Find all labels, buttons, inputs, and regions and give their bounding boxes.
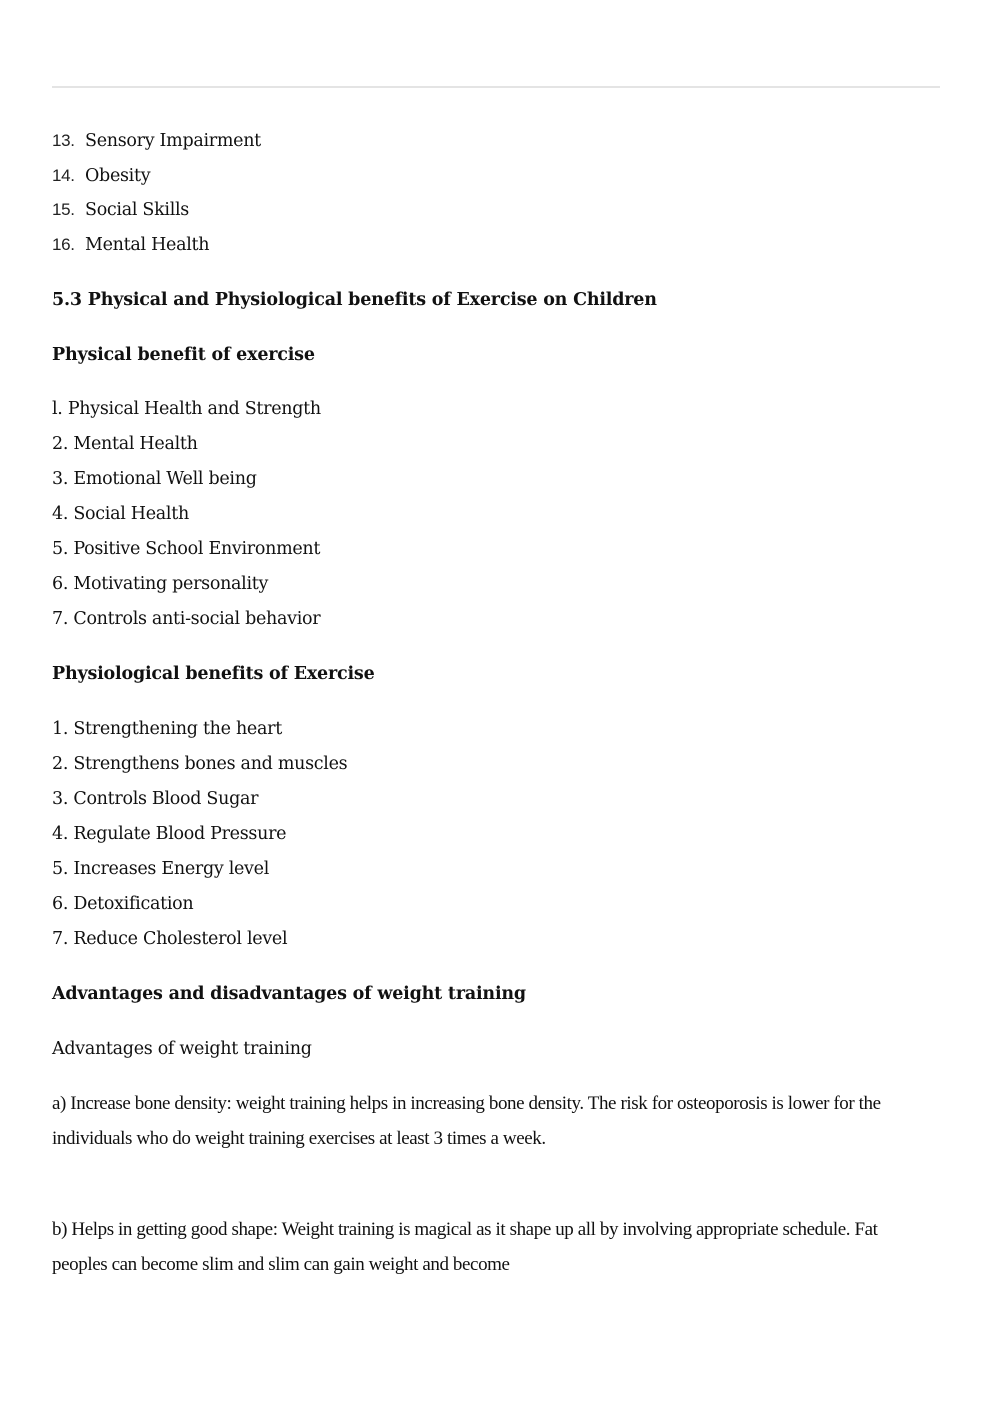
list-item [52,165,150,187]
list-text: Social Skills [85,200,189,220]
list-number: 14. [52,166,75,185]
list-item [52,234,209,256]
section-heading: 5.3 Physical and Physiological benefits of Exercise on Children [52,290,657,310]
list-item: 2. Strengthens bones and muscles [52,754,348,774]
list-item: 7. Reduce Cholesterol level [52,929,288,949]
list-item [52,199,189,221]
list-item: 2. Mental Health [52,434,198,454]
paragraph-good-shape: b) Helps in getting good shape: Weight training is magical as it shape up all by involving appropriate schedule. Fat peoples can become slim and slim can gain weight and become [52,1219,878,1275]
paragraph-bone-density: a) Increase bone density: weight training helps in increasing bone density. The risk for osteoporosis is lower for the individuals who do weight training exercises at least 3 times a week. [52,1093,881,1149]
list-item: 3. Controls Blood Sugar [52,789,259,809]
list-text: Sensory Impairment [85,131,261,151]
physical-benefits-heading: Physical benefit of exercise [52,345,315,365]
list-item: 1. Strengthening the heart [52,719,282,739]
list-item: l. Physical Health and Strength [52,399,321,419]
list-item: 5. Increases Energy level [52,859,269,879]
list-text: Mental Health [85,235,210,255]
advantages-subheading: Advantages of weight training [52,1039,312,1059]
weight-training-heading: Advantages and disadvantages of weight training [52,984,526,1004]
list-number: 13. [52,131,75,150]
list-item: 3. Emotional Well being [52,469,257,489]
list-item: 5. Positive School Environment [52,539,321,559]
list-number: 16. [52,235,75,254]
list-number: 15. [52,200,75,219]
list-item: 4. Regulate Blood Pressure [52,824,287,844]
list-item: 6. Detoxification [52,894,194,914]
list-item: 4. Social Health [52,504,189,524]
list-item: 7. Controls anti-social behavior [52,609,321,629]
physiological-benefits-heading: Physiological benefits of Exercise [52,664,375,684]
list-item: 6. Motivating personality [52,574,269,594]
list-text: Obesity [85,166,151,186]
list-item [52,130,261,152]
header-rule [52,86,940,88]
